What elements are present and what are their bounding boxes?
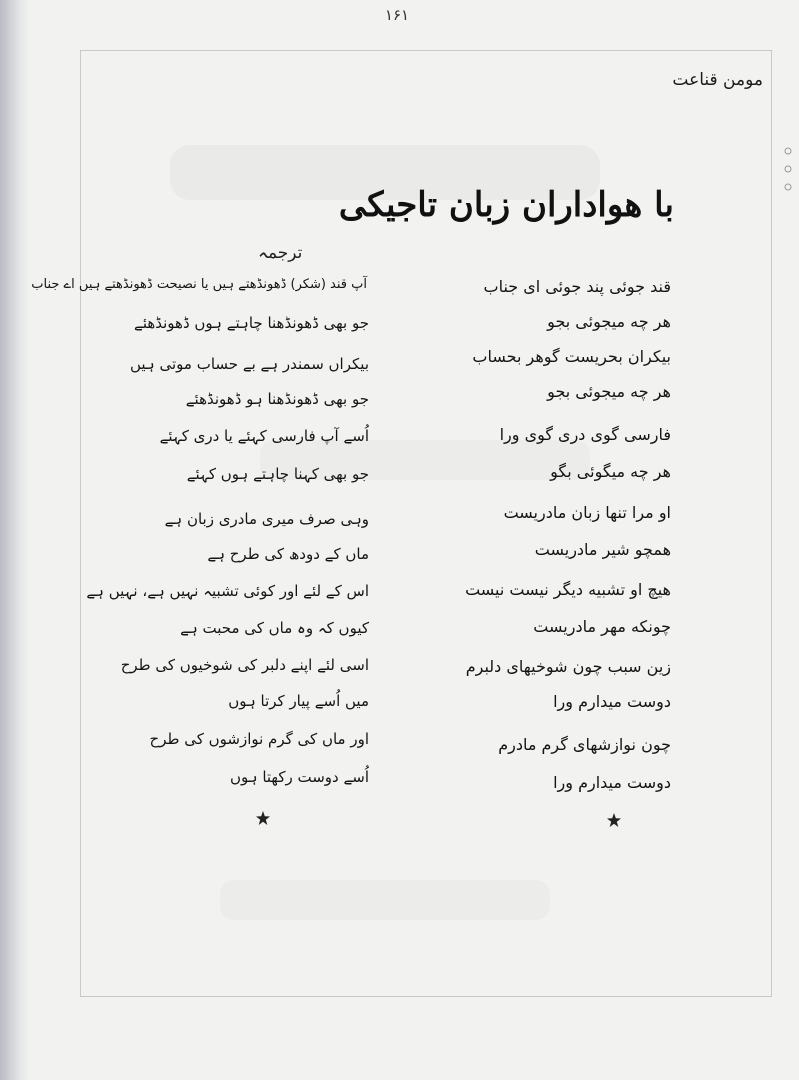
persian-line: چون نوازشهای گرم مادرم	[498, 735, 671, 754]
translation-heading: ترجمہ	[258, 243, 303, 263]
urdu-line: جو بھی ڈھونڈھنا چاہتے ہوں ڈھونڈھئے	[134, 314, 369, 332]
persian-line: هر چه میگوئی بگو	[550, 462, 671, 481]
persian-line: دوست میدارم ورا	[553, 692, 671, 711]
urdu-line: اسی لئے اپنے دلبر کی شوخیوں کی طرح	[120, 656, 369, 674]
urdu-line: بیکراں سمندر ہے بے حساب موتی ہیں	[129, 355, 369, 373]
urdu-line: جو بھی کہنا چاہتے ہوں کہئے	[186, 465, 369, 483]
persian-line: هیچ او تشبیه دیگر نیست نیست	[465, 580, 671, 599]
margin-marks	[782, 145, 794, 195]
persian-line: زین سبب چون شوخیهای دلبرم	[465, 657, 671, 676]
persian-line: دوست میدارم ورا	[553, 773, 671, 792]
persian-line: چونکه مهر مادریست	[533, 617, 671, 636]
star-ornament-icon	[606, 812, 622, 828]
urdu-line: جو بھی ڈھونڈھنا ہو ڈھونڈھئے	[185, 390, 369, 408]
poem-title: با هواداران زبان تاجیکی	[338, 185, 674, 225]
binding-edge	[0, 0, 30, 1080]
urdu-line: کیوں کہ وہ ماں کی محبت ہے	[180, 619, 369, 637]
persian-line: او مرا تنها زبان مادریست	[503, 503, 671, 522]
persian-line: هر چه میجوئی بجو	[547, 312, 671, 331]
urdu-line: اُسے دوست رکھتا ہوں	[230, 768, 369, 786]
urdu-line: وہی صرف میری مادری زبان ہے	[164, 510, 369, 528]
star-ornament-icon	[255, 810, 271, 826]
urdu-line: اس کے لئے اور کوئی تشبیہ نہیں ہے، نہیں ہے	[86, 582, 369, 600]
urdu-line: آپ قند (شکر) ڈھونڈھتے ہیں یا نصیحت ڈھونڈھتے ہیں اے جناب	[31, 277, 367, 292]
persian-line: هر چه میجوئی بجو	[547, 382, 671, 401]
persian-line: بیکران بحریست گوهر بحساب	[472, 347, 671, 366]
urdu-line: میں اُسے پیار کرتا ہوں	[228, 692, 369, 710]
section-label: مومن قناعت	[672, 70, 763, 90]
urdu-line: اور ماں کی گرم نوازشوں کی طرح	[149, 730, 369, 748]
urdu-line: ماں کے دودھ کی طرح ہے	[207, 545, 369, 563]
urdu-line: اُسے آپ فارسی کہئے یا دری کہئے	[159, 427, 369, 445]
persian-line: همچو شیر مادریست	[534, 540, 671, 559]
persian-line: فارسی گوی دری گوی ورا	[499, 425, 671, 444]
persian-line: قند جوئی پند جوئی ای جناب	[483, 277, 671, 296]
page-number: ۱۶۱	[384, 6, 410, 24]
